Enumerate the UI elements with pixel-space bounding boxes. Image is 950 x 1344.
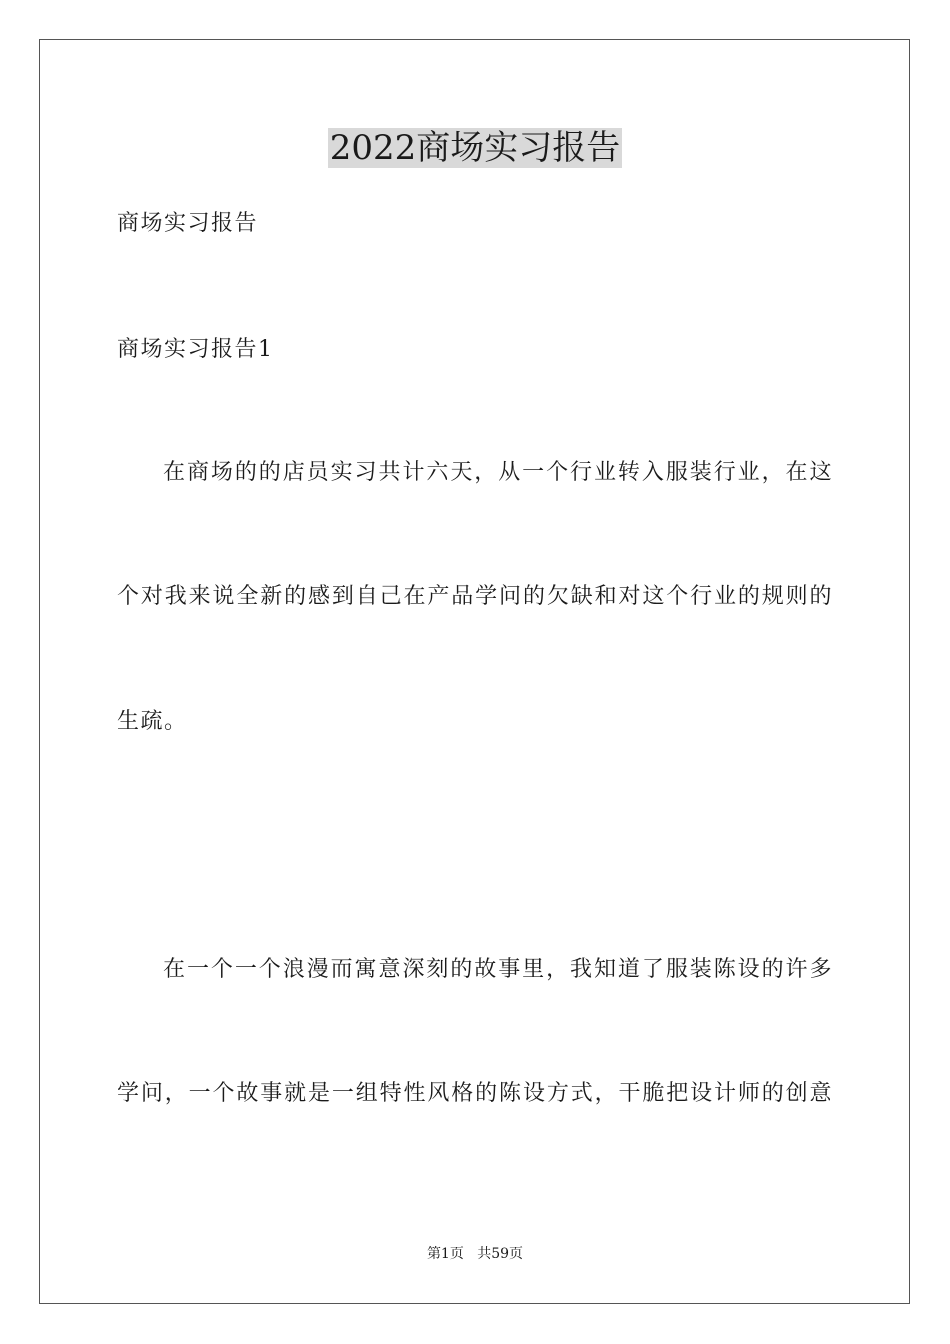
section-subheading: 商场实习报告1 — [117, 337, 274, 362]
document-title — [0, 128, 950, 168]
document-title-text: 2022商场实习报告 — [329, 128, 621, 168]
paragraph-2-line-1: 在一个一个浪漫而寓意深刻的故事里，我知道了服装陈设的许多 — [163, 957, 833, 982]
page-total: 共59页 — [477, 1246, 524, 1262]
paragraph-1-line-2: 个对我来说全新的感到自己在产品学问的欠缺和对这个行业的规则的 — [117, 584, 833, 609]
paragraph-1-line-3: 生疏。 — [117, 709, 188, 734]
paragraph-2-line-2: 学问，一个故事就是一组特性风格的陈设方式，干脆把设计师的创意 — [117, 1081, 833, 1106]
paragraph-1-line-1: 在商场的的店员实习共计六天，从一个行业转入服装行业，在这 — [163, 460, 833, 485]
page-number: 第1页 — [426, 1246, 464, 1262]
page-footer — [0, 1245, 950, 1263]
section-heading: 商场实习报告 — [117, 211, 259, 236]
